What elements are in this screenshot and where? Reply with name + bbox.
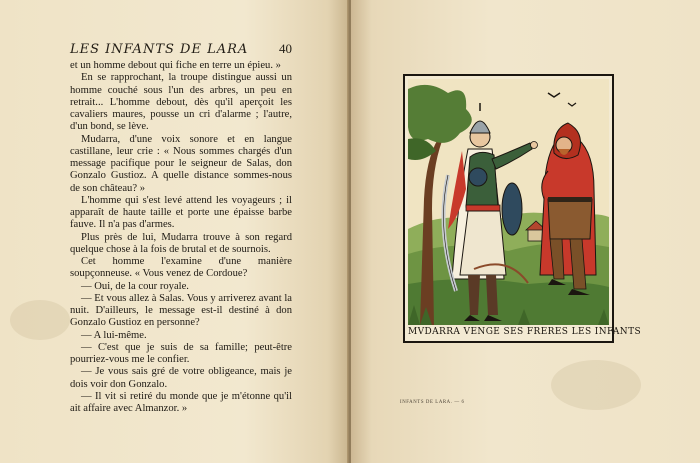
illustration-caption: MVDARRA VENGE SES FRERES LES INFANTS bbox=[408, 327, 642, 337]
woodcut-illustration bbox=[408, 79, 609, 325]
paragraph: et un homme debout qui fiche en terre un épieu. » bbox=[70, 60, 281, 71]
dialogue-line: — Il vit si retiré du monde que je m'étonne qu'il ait affaire avec Almanzor. » bbox=[70, 390, 292, 414]
signature-footer: INFANTS DE LARA. — 6 bbox=[400, 400, 465, 405]
paragraph: Plus près de lui, Mudarra trouve à son regard quelque chose à la fois de brutal et de sournois. bbox=[70, 231, 292, 255]
paragraph: En se rapprochant, la troupe distingue aussi un homme couché sous l'un des arbres, un peu en retrait... L'homme debout, dès qu'il aperçoit les cavaliers maures, pousse un cri d'alarme ; l'autre, d'un bond, se lève. bbox=[70, 72, 292, 133]
dialogue-line: — Je vous sais gré de votre obligeance, mais je dois voir don Gonzalo. bbox=[70, 366, 292, 390]
dialogue-line: — C'est que je suis de sa famille; peut-être pourriez-vous me le confier. bbox=[70, 341, 292, 365]
running-head bbox=[70, 41, 292, 57]
paragraph: Mudarra, d'une voix sonore et en langue castillane, leur crie : « Nous sommes chargés d'un message pacifique pour le seigneur de Salas, don Gonzalo Gustioz. A quelle distance sommes-nous de son château? » bbox=[70, 133, 292, 194]
dialogue-line: — A lui-même. bbox=[81, 329, 147, 341]
dialogue-line: — Oui, de la cour royale. bbox=[81, 280, 189, 292]
dialogue-line: — Et vous allez à Salas. Vous y arriverez avant la nuit. D'ailleurs, le message est-il destiné à don Gonzalo Gustioz en personne? bbox=[70, 292, 292, 329]
paper-stain bbox=[10, 300, 70, 340]
paragraph: L'homme qui s'est levé attend les voyageurs ; il apparaît de haute taille et porte une épaisse barbe fauve. Il n'a pas d'armes. bbox=[70, 194, 292, 231]
page-number: 40 bbox=[279, 41, 292, 56]
illustration-plate bbox=[403, 74, 642, 343]
running-title: LES INFANTS DE LARA bbox=[70, 42, 249, 57]
paper-stain bbox=[551, 360, 641, 410]
paragraph: Cet homme l'examine d'une manière soupçonneuse. « Vous venez de Cordoue? bbox=[70, 256, 292, 280]
body-text bbox=[70, 60, 292, 415]
